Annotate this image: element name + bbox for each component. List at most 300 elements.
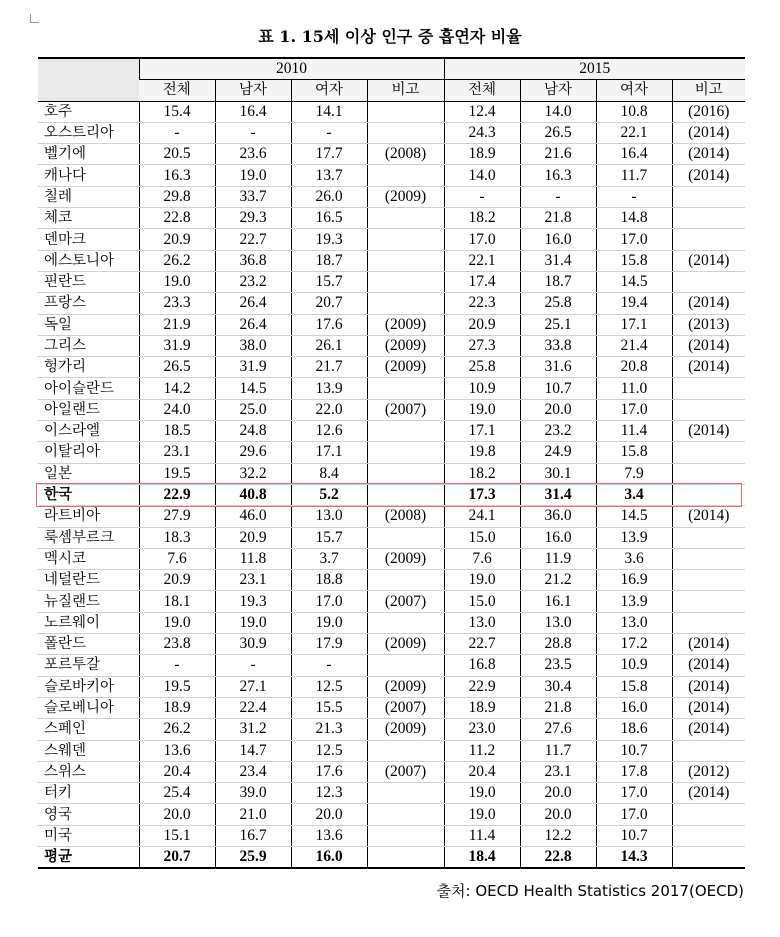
value-cell: - [215, 122, 291, 143]
country-cell: 스페인 [38, 719, 139, 740]
table-row [38, 357, 745, 378]
value-cell: 25.8 [444, 357, 520, 378]
table-row [38, 783, 745, 804]
table-row [38, 484, 745, 505]
country-cell: 룩셈부르크 [38, 527, 139, 548]
table-row [38, 229, 745, 250]
table-row [38, 335, 745, 356]
value-cell: 26.4 [215, 293, 291, 314]
value-cell: 25.4 [139, 783, 215, 804]
value-cell: 19.0 [444, 399, 520, 420]
country-cell: 스위스 [38, 761, 139, 782]
value-cell: 17.1 [291, 442, 367, 463]
value-cell: (2014) [672, 293, 745, 314]
value-cell [367, 165, 444, 186]
value-cell: 17.1 [444, 421, 520, 442]
value-cell: 5.2 [291, 484, 367, 505]
value-cell: 20.9 [139, 570, 215, 591]
value-cell: 12.6 [291, 421, 367, 442]
value-cell: 40.8 [215, 484, 291, 505]
table-row [38, 399, 745, 420]
value-cell: 14.1 [291, 101, 367, 122]
value-cell: 7.6 [139, 548, 215, 569]
country-cell: 호주 [38, 101, 139, 122]
country-cell: 독일 [38, 314, 139, 335]
value-cell: 31.4 [520, 484, 596, 505]
value-cell: 46.0 [215, 506, 291, 527]
table-row [38, 719, 745, 740]
value-cell: (2009) [367, 335, 444, 356]
value-cell: 19.0 [215, 165, 291, 186]
value-cell: 13.6 [139, 740, 215, 761]
value-cell: 17.0 [444, 229, 520, 250]
value-cell: 7.9 [596, 463, 672, 484]
value-cell: 11.8 [215, 548, 291, 569]
country-cell: 그리스 [38, 335, 139, 356]
value-cell: 23.6 [215, 144, 291, 165]
value-cell: 21.8 [520, 208, 596, 229]
value-cell: (2009) [367, 719, 444, 740]
value-cell: 10.7 [596, 825, 672, 846]
table-row [38, 591, 745, 612]
value-cell: 27.3 [444, 335, 520, 356]
value-cell [367, 442, 444, 463]
value-cell: (2007) [367, 761, 444, 782]
value-cell: 22.3 [444, 293, 520, 314]
country-cell: 평균 [38, 846, 139, 868]
value-cell: 17.2 [596, 634, 672, 655]
value-cell: 10.7 [596, 740, 672, 761]
value-cell: 17.3 [444, 484, 520, 505]
table-body [38, 101, 745, 868]
value-cell [672, 570, 745, 591]
value-cell: - [139, 655, 215, 676]
value-cell [367, 804, 444, 825]
value-cell [672, 846, 745, 868]
value-cell: 14.0 [444, 165, 520, 186]
subheader-2015-3: 비고 [672, 80, 745, 101]
value-cell: 23.0 [444, 719, 520, 740]
value-cell: 10.9 [444, 378, 520, 399]
value-cell [367, 612, 444, 633]
value-cell: 21.6 [520, 144, 596, 165]
value-cell: 15.7 [291, 271, 367, 292]
value-cell [367, 208, 444, 229]
value-cell: 20.4 [444, 761, 520, 782]
value-cell: 23.2 [215, 271, 291, 292]
value-cell: 18.4 [444, 846, 520, 868]
value-cell: 28.8 [520, 634, 596, 655]
value-cell: 24.8 [215, 421, 291, 442]
value-cell: 17.0 [596, 783, 672, 804]
country-cell: 일본 [38, 463, 139, 484]
value-cell: 22.1 [596, 122, 672, 143]
value-cell: 20.8 [596, 357, 672, 378]
value-cell: (2014) [672, 719, 745, 740]
value-cell: 14.8 [596, 208, 672, 229]
table-row [38, 122, 745, 143]
value-cell [367, 527, 444, 548]
value-cell: 25.8 [520, 293, 596, 314]
value-cell: 19.5 [139, 676, 215, 697]
value-cell: 19.0 [215, 612, 291, 633]
value-cell: 38.0 [215, 335, 291, 356]
country-cell: 멕시코 [38, 548, 139, 569]
value-cell: 22.4 [215, 697, 291, 718]
value-cell: 14.7 [215, 740, 291, 761]
value-cell: 21.4 [596, 335, 672, 356]
value-cell: 24.9 [520, 442, 596, 463]
country-cell: 미국 [38, 825, 139, 846]
value-cell: (2014) [672, 165, 745, 186]
country-cell: 노르웨이 [38, 612, 139, 633]
value-cell: 11.4 [444, 825, 520, 846]
value-cell: 22.8 [520, 846, 596, 868]
country-cell: 폴란드 [38, 634, 139, 655]
value-cell: 17.0 [596, 229, 672, 250]
table-row [38, 186, 745, 207]
value-cell: 22.7 [444, 634, 520, 655]
value-cell: - [291, 122, 367, 143]
value-cell: 12.2 [520, 825, 596, 846]
value-cell: 13.9 [596, 591, 672, 612]
value-cell [672, 740, 745, 761]
value-cell: (2014) [672, 783, 745, 804]
value-cell: 14.5 [596, 271, 672, 292]
country-cell: 체코 [38, 208, 139, 229]
value-cell: 14.2 [139, 378, 215, 399]
country-cell: 스웨덴 [38, 740, 139, 761]
value-cell [672, 804, 745, 825]
value-cell: 25.9 [215, 846, 291, 868]
value-cell: 25.0 [215, 399, 291, 420]
value-cell [367, 570, 444, 591]
value-cell [672, 548, 745, 569]
value-cell [672, 612, 745, 633]
value-cell [672, 825, 745, 846]
header-year-2010: 2010 [139, 58, 444, 80]
value-cell: 23.4 [215, 761, 291, 782]
value-cell: (2009) [367, 357, 444, 378]
value-cell [367, 293, 444, 314]
value-cell: - [291, 655, 367, 676]
value-cell: 31.9 [139, 335, 215, 356]
value-cell: 10.8 [596, 101, 672, 122]
value-cell: 15.1 [139, 825, 215, 846]
value-cell: 11.7 [520, 740, 596, 761]
value-cell: 20.5 [139, 144, 215, 165]
value-cell: 17.6 [291, 761, 367, 782]
value-cell: 11.7 [596, 165, 672, 186]
value-cell [367, 846, 444, 868]
value-cell: 16.7 [215, 825, 291, 846]
value-cell: 23.5 [520, 655, 596, 676]
value-cell: 19.0 [139, 612, 215, 633]
value-cell: 15.7 [291, 527, 367, 548]
value-cell: (2007) [367, 591, 444, 612]
value-cell: 18.7 [520, 271, 596, 292]
value-cell: 30.1 [520, 463, 596, 484]
value-cell: 22.9 [139, 484, 215, 505]
value-cell: 15.0 [444, 591, 520, 612]
table-row [38, 527, 745, 548]
value-cell: 30.4 [520, 676, 596, 697]
value-cell: 23.1 [215, 570, 291, 591]
value-cell: 16.0 [520, 527, 596, 548]
value-cell: 16.5 [291, 208, 367, 229]
smoking-rate-table [38, 57, 745, 869]
table-row [38, 421, 745, 442]
value-cell: 20.4 [139, 761, 215, 782]
value-cell: 18.9 [444, 144, 520, 165]
table-row [38, 740, 745, 761]
country-cell: 영국 [38, 804, 139, 825]
subheader-2010-0: 전체 [139, 80, 215, 101]
table-row [38, 846, 745, 868]
value-cell: 20.7 [139, 846, 215, 868]
value-cell: (2014) [672, 634, 745, 655]
value-cell: 17.7 [291, 144, 367, 165]
country-cell: 네덜란드 [38, 570, 139, 591]
value-cell [367, 655, 444, 676]
value-cell: 23.3 [139, 293, 215, 314]
value-cell [672, 229, 745, 250]
value-cell: 22.1 [444, 250, 520, 271]
value-cell: 31.2 [215, 719, 291, 740]
value-cell: 32.2 [215, 463, 291, 484]
value-cell: 14.5 [215, 378, 291, 399]
table-row [38, 570, 745, 591]
value-cell: 19.8 [444, 442, 520, 463]
value-cell: (2009) [367, 548, 444, 569]
value-cell: 22.7 [215, 229, 291, 250]
value-cell [672, 527, 745, 548]
value-cell: 15.5 [291, 697, 367, 718]
value-cell: 18.6 [596, 719, 672, 740]
value-cell [672, 208, 745, 229]
value-cell [672, 399, 745, 420]
value-cell: 33.8 [520, 335, 596, 356]
table-row [38, 612, 745, 633]
value-cell: 23.1 [139, 442, 215, 463]
value-cell: 14.0 [520, 101, 596, 122]
value-cell [367, 740, 444, 761]
value-cell [367, 783, 444, 804]
value-cell: 16.0 [596, 697, 672, 718]
value-cell: 27.6 [520, 719, 596, 740]
value-cell: 18.2 [444, 208, 520, 229]
value-cell: 20.9 [139, 229, 215, 250]
value-cell: 15.8 [596, 250, 672, 271]
table-row [38, 144, 745, 165]
value-cell: 3.4 [596, 484, 672, 505]
value-cell: 24.0 [139, 399, 215, 420]
value-cell: 20.9 [444, 314, 520, 335]
value-cell: 13.9 [596, 527, 672, 548]
value-cell: 19.3 [215, 591, 291, 612]
value-cell: 3.6 [596, 548, 672, 569]
value-cell: 14.3 [596, 846, 672, 868]
value-cell: 17.8 [596, 761, 672, 782]
value-cell: 20.0 [520, 783, 596, 804]
table-row [38, 655, 745, 676]
subheader-2010-2: 여자 [291, 80, 367, 101]
value-cell: 17.9 [291, 634, 367, 655]
country-cell: 캐나다 [38, 165, 139, 186]
value-cell: 11.2 [444, 740, 520, 761]
table-row [38, 378, 745, 399]
value-cell: 20.0 [291, 804, 367, 825]
value-cell: 21.8 [520, 697, 596, 718]
table-title: 표 1. 15세 이상 인구 중 흡연자 비율 [258, 27, 522, 46]
country-cell: 라트비아 [38, 506, 139, 527]
value-cell [367, 463, 444, 484]
country-cell: 포르투갈 [38, 655, 139, 676]
value-cell: 19.0 [444, 783, 520, 804]
value-cell: 29.8 [139, 186, 215, 207]
country-cell: 뉴질랜드 [38, 591, 139, 612]
table-row [38, 250, 745, 271]
value-cell: 21.3 [291, 719, 367, 740]
value-cell: 19.4 [596, 293, 672, 314]
value-cell [367, 122, 444, 143]
value-cell: 21.7 [291, 357, 367, 378]
value-cell: 25.1 [520, 314, 596, 335]
corner-mark [30, 14, 39, 23]
value-cell: (2014) [672, 655, 745, 676]
subheader-2015-2: 여자 [596, 80, 672, 101]
table-row [38, 506, 745, 527]
value-cell: (2014) [672, 676, 745, 697]
value-cell [367, 421, 444, 442]
value-cell: 36.8 [215, 250, 291, 271]
value-cell: 33.7 [215, 186, 291, 207]
table-row [38, 442, 745, 463]
value-cell: 29.3 [215, 208, 291, 229]
value-cell: (2014) [672, 335, 745, 356]
value-cell: (2016) [672, 101, 745, 122]
country-cell: 덴마크 [38, 229, 139, 250]
value-cell [367, 250, 444, 271]
table-row [38, 761, 745, 782]
subheader-2015-0: 전체 [444, 80, 520, 101]
value-cell: (2009) [367, 634, 444, 655]
value-cell: 26.2 [139, 719, 215, 740]
value-cell [367, 825, 444, 846]
value-cell: 17.6 [291, 314, 367, 335]
value-cell [672, 186, 745, 207]
value-cell: 19.5 [139, 463, 215, 484]
country-cell: 아이슬란드 [38, 378, 139, 399]
value-cell [367, 271, 444, 292]
value-cell: 18.7 [291, 250, 367, 271]
value-cell [672, 484, 745, 505]
value-cell: 7.6 [444, 548, 520, 569]
value-cell: (2013) [672, 314, 745, 335]
value-cell: 18.8 [291, 570, 367, 591]
header-year-2015: 2015 [444, 58, 745, 80]
value-cell: 39.0 [215, 783, 291, 804]
country-cell: 칠레 [38, 186, 139, 207]
value-cell: - [139, 122, 215, 143]
value-cell: 24.3 [444, 122, 520, 143]
value-cell: 22.9 [444, 676, 520, 697]
value-cell: (2009) [367, 186, 444, 207]
value-cell: 19.0 [444, 570, 520, 591]
value-cell: 26.0 [291, 186, 367, 207]
country-cell: 헝가리 [38, 357, 139, 378]
value-cell: 24.1 [444, 506, 520, 527]
table-row [38, 208, 745, 229]
value-cell: - [596, 186, 672, 207]
value-cell: 20.0 [520, 804, 596, 825]
value-cell: 23.1 [520, 761, 596, 782]
value-cell: (2009) [367, 676, 444, 697]
value-cell: 22.8 [139, 208, 215, 229]
value-cell: 13.9 [291, 378, 367, 399]
value-cell: (2007) [367, 399, 444, 420]
value-cell [367, 101, 444, 122]
value-cell: 18.3 [139, 527, 215, 548]
source-note: 출처: OECD Health Statistics 2017(OECD) [436, 882, 744, 900]
value-cell: (2014) [672, 357, 745, 378]
value-cell: 13.0 [520, 612, 596, 633]
value-cell: (2009) [367, 314, 444, 335]
value-cell: (2014) [672, 122, 745, 143]
value-cell: 18.1 [139, 591, 215, 612]
value-cell: 17.0 [596, 804, 672, 825]
country-cell: 오스트리아 [38, 122, 139, 143]
value-cell: 11.4 [596, 421, 672, 442]
value-cell: 36.0 [520, 506, 596, 527]
country-cell: 한국 [38, 484, 139, 505]
value-cell: 16.3 [139, 165, 215, 186]
value-cell: 13.0 [596, 612, 672, 633]
value-cell: 18.9 [139, 697, 215, 718]
value-cell: 26.1 [291, 335, 367, 356]
value-cell [672, 271, 745, 292]
value-cell: 15.8 [596, 676, 672, 697]
country-cell: 핀란드 [38, 271, 139, 292]
country-cell: 이스라엘 [38, 421, 139, 442]
value-cell: (2014) [672, 697, 745, 718]
value-cell: 12.3 [291, 783, 367, 804]
value-cell: 16.9 [596, 570, 672, 591]
value-cell: 16.8 [444, 655, 520, 676]
value-cell: 16.4 [215, 101, 291, 122]
value-cell: - [215, 655, 291, 676]
value-cell: 26.2 [139, 250, 215, 271]
country-cell: 프랑스 [38, 293, 139, 314]
value-cell: 26.4 [215, 314, 291, 335]
value-cell [672, 442, 745, 463]
subheader-2015-1: 남자 [520, 80, 596, 101]
table-row [38, 825, 745, 846]
value-cell: 19.0 [291, 612, 367, 633]
value-cell: 17.0 [291, 591, 367, 612]
value-cell: 21.0 [215, 804, 291, 825]
value-cell: 12.5 [291, 740, 367, 761]
country-cell: 이탈리아 [38, 442, 139, 463]
value-cell: 17.4 [444, 271, 520, 292]
table-row [38, 548, 745, 569]
table-row [38, 101, 745, 122]
value-cell: (2008) [367, 144, 444, 165]
value-cell: (2014) [672, 506, 745, 527]
value-cell: - [444, 186, 520, 207]
value-cell [672, 591, 745, 612]
value-cell: 30.9 [215, 634, 291, 655]
